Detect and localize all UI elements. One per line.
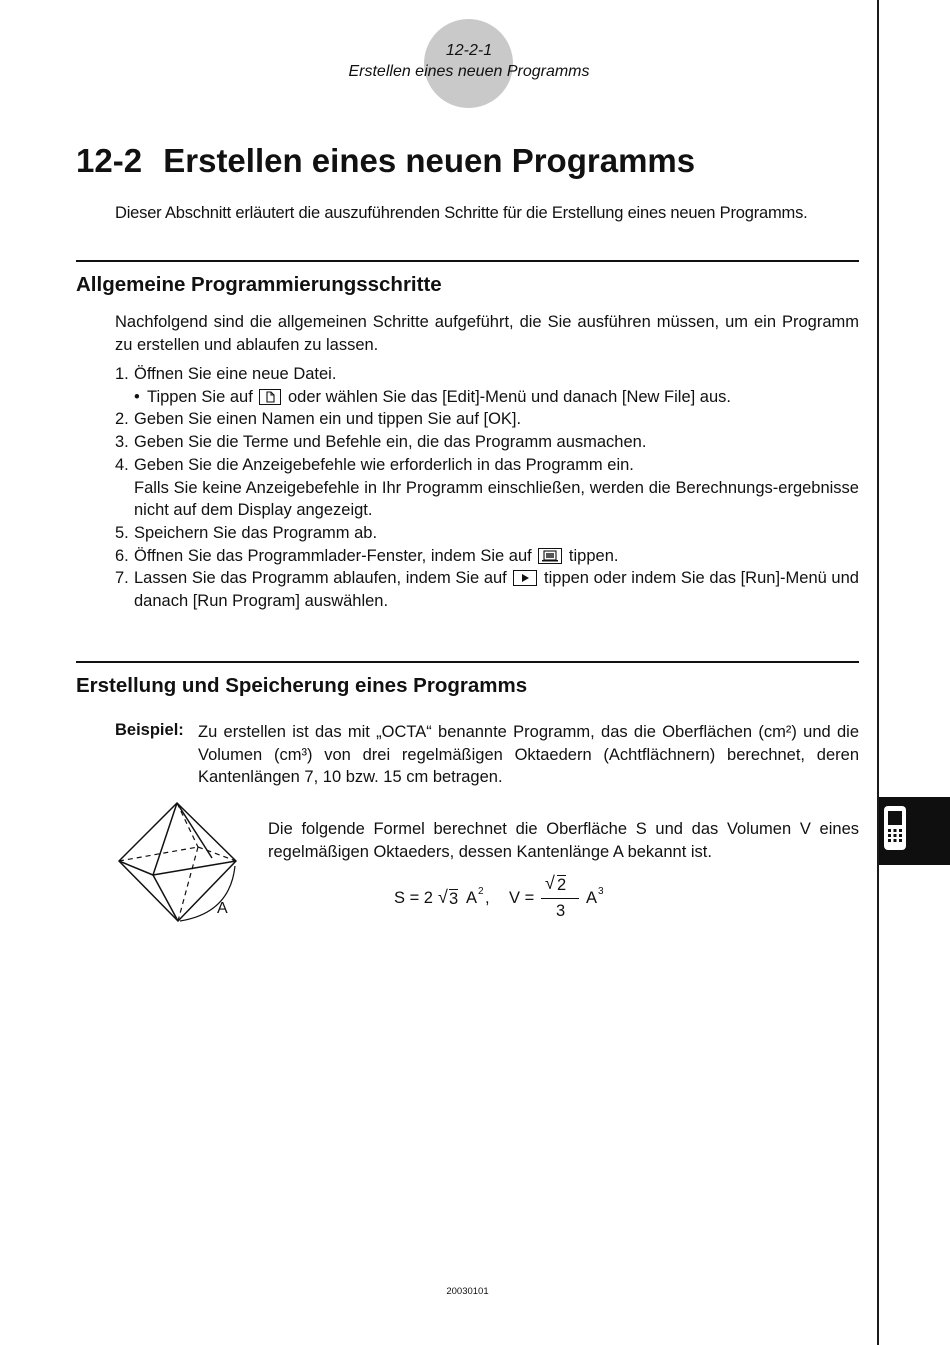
formula-intro: Die folgende Formel berechnet die Oberfläche S und das Volumen V eines regelmäßigen Oktaeders, dessen Kantenlänge A bekannt ist. bbox=[268, 820, 859, 861]
chapter-title: Erstellen eines neuen Programms bbox=[163, 142, 696, 179]
example-label: Beispiel: bbox=[115, 721, 184, 739]
octahedron-diagram bbox=[110, 798, 250, 928]
list-item: • Tippen Sie auf oder wählen Sie das [Edit]-Menü und danach [New File] aus. bbox=[134, 387, 731, 406]
section-intro-paragraph: Nachfolgend sind die allgemeinen Schritte aufgeführt, die Sie ausführen müssen, um ein Programm zu erstellen und ablaufen zu lassen. bbox=[115, 313, 859, 354]
chapter-intro: Dieser Abschnitt erläutert die auszuführenden Schritte für die Erstellung eines neuen Programms. bbox=[115, 204, 808, 222]
edge-label: A bbox=[217, 900, 228, 917]
sqrt-sign: √ bbox=[545, 873, 555, 893]
page-number: 12-2-1 bbox=[445, 42, 493, 59]
running-title: Erstellen eines neuen Programms bbox=[348, 63, 590, 80]
section-heading-general-steps: Allgemeine Programmierungsschritte bbox=[76, 273, 442, 296]
list-item: 2. Geben Sie einen Namen ein und tippen Sie auf [OK]. bbox=[115, 410, 522, 429]
example-text: Zu erstellen ist das mit „OCTA“ benannte Programm, das die Oberflächen (cm²) und die Volumen (cm³) von drei regelmäßigen Oktaedern (Achtflächnern) berechnet, deren Kantenlängen 7, 10 bzw. 15 cm betragen. bbox=[198, 723, 859, 787]
steps-list bbox=[115, 363, 859, 613]
list-item: 3. Geben Sie die Terme und Befehle ein, die das Programm ausmachen. bbox=[115, 433, 647, 452]
chapter-tab bbox=[879, 797, 950, 865]
formula-v-num-root: 2 bbox=[557, 876, 567, 894]
list-item: 6. Öffnen Sie das Programmlader-Fenster, indem Sie auf tippen. bbox=[115, 546, 619, 565]
formula-s-var: A bbox=[466, 889, 478, 907]
footer-code: 20030101 bbox=[446, 1286, 489, 1297]
formula-v-den: 3 bbox=[556, 902, 566, 920]
formula-s-lhs: S = 2 bbox=[394, 889, 433, 907]
sqrt-sign: √ bbox=[438, 887, 448, 907]
chapter-number: 12-2 bbox=[76, 142, 143, 179]
program-loader-icon bbox=[538, 548, 562, 564]
section-divider bbox=[76, 661, 859, 663]
calculator-icon bbox=[879, 797, 950, 865]
section-heading-create-save: Erstellung und Speicherung eines Programms bbox=[76, 674, 528, 697]
run-icon bbox=[513, 570, 537, 586]
formula-v-exp: 3 bbox=[598, 886, 604, 897]
fraction-bar bbox=[541, 898, 579, 899]
section-divider bbox=[76, 260, 859, 262]
new-file-icon bbox=[259, 389, 281, 405]
list-item: 5. Speichern Sie das Programm ab. bbox=[115, 523, 378, 542]
formula-v-var: A bbox=[586, 889, 598, 907]
formula-sep: , bbox=[485, 889, 490, 907]
list-item: 4. Geben Sie die Anzeigebefehle wie erforderlich in das Programm ein. Falls Sie keine Anzeigebefehle in Ihr Programm einschließen, werden die Berechnungs-ergebnisse nicht auf dem Display angezeigt. bbox=[115, 455, 859, 520]
formula-s-exp: 2 bbox=[478, 886, 484, 897]
page-edge-rule bbox=[877, 0, 879, 1345]
formula-s-root: 3 bbox=[449, 890, 459, 908]
list-item: 7. Lassen Sie das Programm ablaufen, indem Sie auf tippen oder indem Sie das [Run]-Menü und danach [Run Program] auswählen. bbox=[115, 569, 859, 611]
list-item: 1. Öffnen Sie eine neue Datei. bbox=[115, 365, 337, 383]
formula-v-lhs: V = bbox=[509, 889, 535, 907]
chapter-heading bbox=[76, 142, 695, 180]
